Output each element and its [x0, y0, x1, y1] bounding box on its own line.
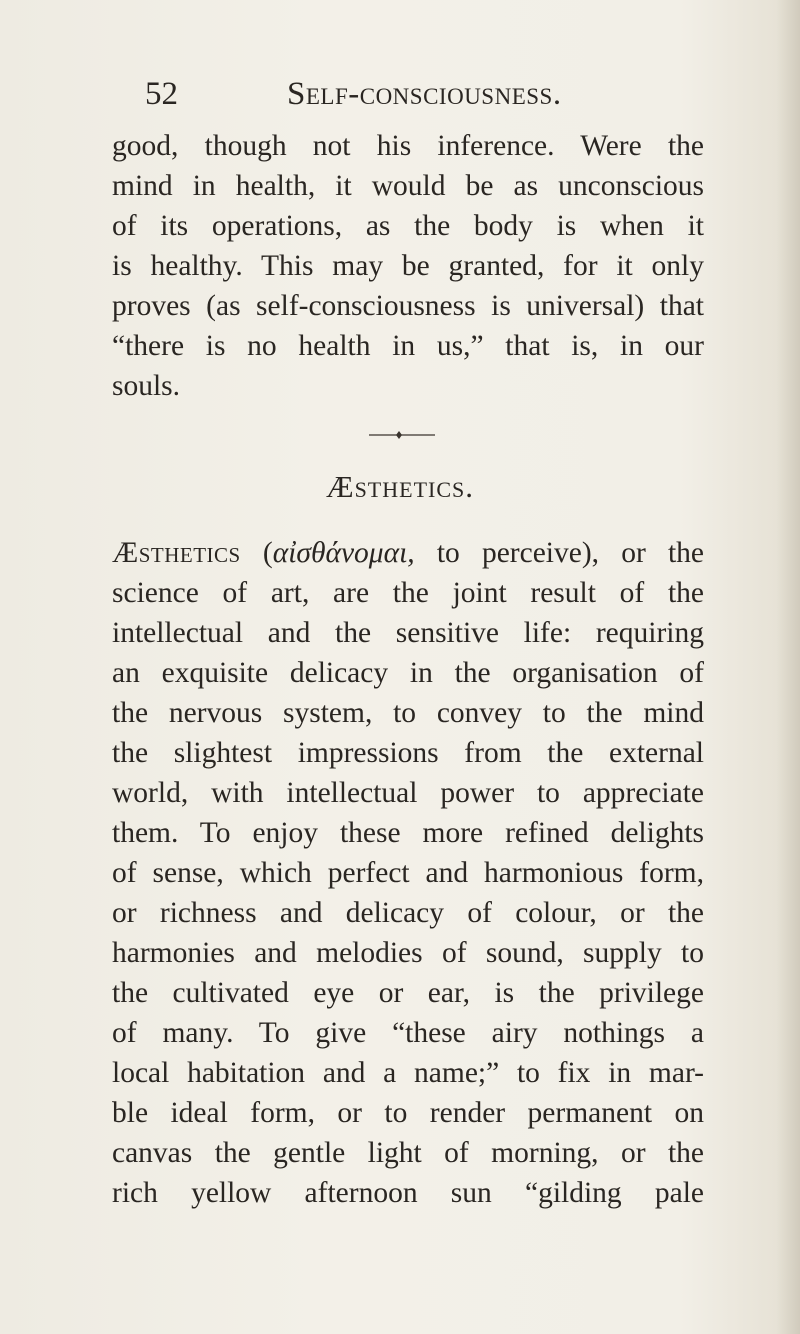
page-edge-shadow — [776, 0, 800, 1334]
paragraph-1 — [112, 126, 704, 406]
paragraph-2 — [112, 533, 704, 1213]
text-line: proves (as self-consciousness is universal) that — [112, 290, 704, 322]
page-header — [145, 70, 705, 118]
text-line: mind in health, it would be as unconscious — [112, 170, 704, 202]
text-line: good, though not his inference. Were the — [112, 130, 704, 162]
text-line: intellectual and the sensitive life: requiring — [112, 617, 704, 649]
greek-term: αἰσθάνομαι, — [272, 537, 415, 569]
text-line: of sense, which perfect and harmonious form, — [112, 857, 704, 889]
lead-word: Æsthetics — [112, 537, 241, 569]
text-line: or richness and delicacy of colour, or the — [112, 897, 704, 929]
text-line: ble ideal form, or to render permanent on — [112, 1097, 704, 1129]
text-line: world, with intellectual power to appreciate — [112, 777, 704, 809]
text-line: canvas the gentle light of morning, or the — [112, 1137, 704, 1169]
page-number: 52 — [145, 76, 178, 112]
first-line-rest: to perceive), or the — [414, 537, 704, 569]
running-title: Self-consciousness. — [287, 76, 562, 112]
section-divider-ornament — [369, 428, 435, 442]
section-heading: Æsthetics. — [326, 469, 474, 504]
text-line: them. To enjoy these more refined delights — [112, 817, 704, 849]
text-line: an exquisite delicacy in the organisation of — [112, 657, 704, 689]
text-line: local habitation and a name;” to fix in mar- — [112, 1057, 704, 1089]
text-line: the cultivated eye or ear, is the privilege — [112, 977, 704, 1009]
text-line: is healthy. This may be granted, for it only — [112, 250, 704, 282]
text-line: science of art, are the joint result of the — [112, 577, 704, 609]
text-line-first: Æsthetics (αἰσθάνομαι, to perceive), or the — [112, 537, 704, 569]
text-line: the slightest impressions from the external — [112, 737, 704, 769]
text-line: rich yellow afternoon sun “gilding pale — [112, 1177, 704, 1209]
text-line: “there is no health in us,” that is, in our — [112, 330, 704, 362]
text-line: of many. To give “these airy nothings a — [112, 1017, 704, 1049]
text-line: harmonies and melodies of sound, supply to — [112, 937, 704, 969]
text-line: the nervous system, to convey to the mind — [112, 697, 704, 729]
text-line: souls. — [112, 370, 181, 402]
text-line: of its operations, as the body is when it — [112, 210, 704, 242]
